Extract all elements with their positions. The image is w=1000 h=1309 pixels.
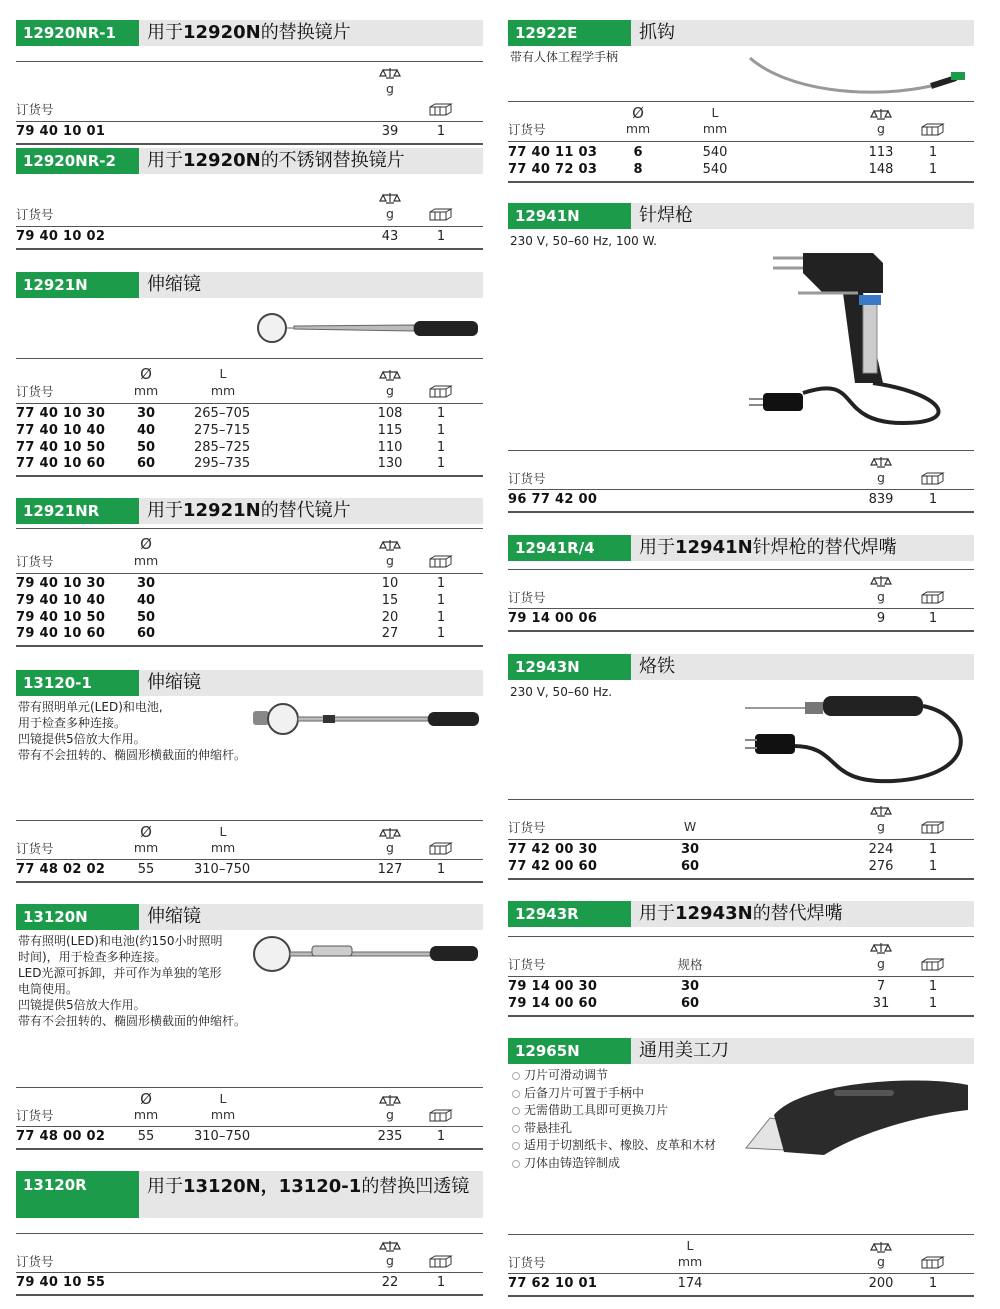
pack-qty: 1: [436, 1275, 446, 1290]
section-12921N: [16, 272, 483, 482]
weight: 20: [381, 610, 399, 625]
col-len: L: [219, 366, 227, 381]
order-number: 77 40 11 03: [508, 145, 598, 160]
list-item: 刀片可滑动调节: [510, 1067, 716, 1085]
product-code: 12921N: [16, 272, 139, 298]
pack-qty: 1: [436, 229, 446, 244]
length: 285–725: [194, 440, 251, 455]
diameter: 30: [136, 406, 156, 421]
pack-qty: 1: [436, 440, 446, 455]
weight: 276: [868, 859, 894, 874]
col-spec: 规格: [677, 957, 703, 972]
col-order-no: 订货号: [508, 1255, 546, 1270]
col-len-unit: mm: [702, 121, 728, 136]
col-len: L: [711, 105, 719, 120]
pack-qty: 1: [436, 423, 446, 438]
order-number: 77 40 72 03: [508, 162, 598, 177]
pack-qty: 1: [436, 593, 446, 608]
diameter: 60: [136, 456, 156, 471]
pack-qty: 1: [928, 611, 938, 626]
col-dia-unit: mm: [625, 121, 651, 136]
col-g: g: [877, 956, 885, 971]
order-number: 77 48 00 02: [16, 1129, 106, 1144]
diameter: 50: [136, 440, 156, 455]
section-title: 用于12943N的替代焊嘴: [639, 903, 843, 924]
scale-icon: [870, 805, 892, 818]
col-len: L: [219, 1091, 227, 1106]
length: 310–750: [194, 1129, 251, 1144]
diameter: 60: [136, 626, 156, 641]
col-order-no: 订货号: [16, 841, 54, 856]
col-g: g: [877, 1254, 885, 1269]
scale-icon: [379, 67, 401, 80]
order-number: 77 40 10 50: [16, 440, 106, 455]
col-order-no: 订货号: [508, 820, 546, 835]
col-dia-unit: mm: [133, 840, 159, 855]
col-g: g: [386, 553, 394, 568]
list-item: 无需借助工具即可更换刀片: [510, 1102, 716, 1120]
product-code: 12943R: [508, 901, 631, 927]
col-dia-unit: mm: [133, 553, 159, 568]
scale-icon: [870, 456, 892, 469]
led-telescopic-mirror-image: [253, 701, 481, 737]
order-number: 79 40 10 30: [16, 576, 106, 591]
pack-qty: 1: [928, 162, 938, 177]
scale-icon: [379, 539, 401, 552]
pack-qty: 1: [436, 862, 446, 877]
section-12922E: [508, 20, 974, 185]
section-12943N: [508, 654, 974, 884]
order-number: 79 14 00 30: [508, 979, 598, 994]
length: 310–750: [194, 862, 251, 877]
pack-qty: 1: [928, 492, 938, 507]
weight: 15: [381, 593, 399, 608]
diameter: 8: [633, 162, 643, 177]
col-g: g: [877, 470, 885, 485]
col-g: g: [386, 840, 394, 855]
scale-icon: [870, 942, 892, 955]
scale-icon: [379, 1240, 401, 1253]
col-dia: Ø: [140, 823, 152, 841]
weight: 113: [868, 145, 894, 160]
col-g: g: [386, 1107, 394, 1122]
col-dia: Ø: [140, 535, 152, 553]
scale-icon: [379, 827, 401, 840]
order-number: 79 40 10 01: [16, 124, 106, 139]
diameter: 55: [137, 862, 155, 877]
col-order-no: 订货号: [16, 207, 54, 222]
weight: 110: [377, 440, 403, 455]
package-icon: [429, 1255, 453, 1268]
scale-icon: [379, 369, 401, 382]
scale-icon: [870, 575, 892, 588]
section-13120N: [16, 904, 483, 1154]
product-code: 12921NR: [16, 498, 139, 524]
spec: 60: [680, 996, 700, 1011]
scale-icon: [870, 1241, 892, 1254]
weight: 108: [377, 406, 403, 421]
weight: 9: [876, 611, 886, 626]
weight: 130: [377, 456, 403, 471]
pack-qty: 1: [436, 626, 446, 641]
section-title: 用于13120N，13120-1的替换凹透镜: [147, 1176, 470, 1197]
weight: 39: [381, 124, 399, 139]
length: 540: [702, 162, 728, 177]
spec: 30: [680, 979, 700, 994]
weight: 43: [381, 229, 399, 244]
diameter: 50: [136, 610, 156, 625]
col-g: g: [386, 383, 394, 398]
product-code: 12920NR-1: [16, 20, 139, 46]
order-number: 77 40 10 60: [16, 456, 106, 471]
weight: 7: [876, 979, 886, 994]
description: 带有照明单元(LED)和电池, 用于检查多种连接。 凹镜提供5倍放大作用。 带有不会扭转的、椭圆形横截面的伸缩杆。: [18, 700, 247, 762]
package-icon: [429, 385, 453, 398]
pack-qty: 1: [928, 145, 938, 160]
length: 265–705: [194, 406, 251, 421]
scale-icon: [379, 1094, 401, 1107]
col-order-no: 订货号: [16, 1108, 54, 1123]
order-number: 79 40 10 55: [16, 1275, 106, 1290]
pack-qty: 1: [928, 996, 938, 1011]
package-icon: [921, 821, 945, 834]
feature-list: [510, 1067, 716, 1172]
diameter: 30: [136, 576, 156, 591]
section-13120-1: [16, 670, 483, 885]
pack-qty: 1: [928, 859, 938, 874]
pack-qty: 1: [928, 842, 938, 857]
col-g: g: [386, 1253, 394, 1268]
description: 带有照明(LED)和电池(约150小时照明 时间)，用于检查多种连接。 LED光源可拆卸，并可作为单独的笔形 电筒使用。 凹镜提供5倍放大作用。 带有不会扭转的、椭圆形横截面的伸缩杆。: [18, 934, 247, 1028]
product-code: 12941N: [508, 203, 631, 229]
diameter: 6: [633, 145, 643, 160]
pickup-tool-image: [746, 50, 974, 100]
pack-qty: 1: [928, 1276, 938, 1291]
order-number: 79 14 00 60: [508, 996, 598, 1011]
section-title: 通用美工刀: [639, 1040, 729, 1061]
diameter: 55: [137, 1129, 155, 1144]
section-title: 伸缩镜: [147, 672, 201, 693]
utility-knife-image: [744, 1070, 972, 1165]
pack-qty: 1: [928, 979, 938, 994]
section-12943R: [508, 901, 974, 1021]
order-number: 79 40 10 50: [16, 610, 106, 625]
col-dia: Ø: [140, 1090, 152, 1108]
package-icon: [429, 555, 453, 568]
diameter: 40: [136, 593, 156, 608]
weight: 10: [381, 576, 399, 591]
scale-icon: [870, 108, 892, 121]
weight: 127: [377, 862, 403, 877]
wattage: 60: [680, 859, 700, 874]
soldering-gun-image: [743, 233, 973, 433]
section-title: 用于12921N的替代镜片: [147, 500, 351, 521]
col-order-no: 订货号: [16, 554, 54, 569]
col-order-no: 订货号: [508, 471, 546, 486]
col-order-no: 订货号: [508, 122, 546, 137]
section-12920NR-2: [16, 148, 483, 258]
section-title: 伸缩镜: [147, 906, 201, 927]
product-code: 13120R: [16, 1171, 139, 1218]
section-12921NR: [16, 498, 483, 648]
col-g: g: [386, 206, 394, 221]
package-icon: [921, 591, 945, 604]
col-dia: Ø: [632, 104, 644, 122]
package-icon: [429, 208, 453, 221]
col-len-unit: mm: [210, 1107, 236, 1122]
section-12920NR-1: [16, 20, 483, 139]
list-item: 带悬挂孔: [510, 1120, 716, 1138]
section-12941N: [508, 203, 974, 515]
col-order-no: 订货号: [16, 1254, 54, 1269]
order-number: 77 48 02 02: [16, 862, 106, 877]
pack-qty: 1: [436, 124, 446, 139]
order-number: 79 40 10 40: [16, 593, 106, 608]
col-len-unit: mm: [210, 840, 236, 855]
product-code: 12922E: [508, 20, 631, 46]
package-icon: [921, 472, 945, 485]
col-dia-unit: mm: [133, 383, 159, 398]
col-order-no: 订货号: [508, 590, 546, 605]
col-g: g: [386, 81, 394, 96]
weight: 839: [868, 492, 894, 507]
pack-qty: 1: [436, 456, 446, 471]
weight: 31: [872, 996, 890, 1011]
section-title: 用于12941N针焊枪的替代焊嘴: [639, 537, 897, 558]
order-number: 79 40 10 02: [16, 229, 106, 244]
order-number: 77 40 10 40: [16, 423, 106, 438]
section-title: 用于12920N的替换镜片: [147, 22, 351, 43]
col-g: g: [877, 589, 885, 604]
product-code: 12920NR-2: [16, 148, 139, 174]
section-title: 用于12920N的不锈钢替换镜片: [147, 150, 405, 171]
description: 230 V, 50–60 Hz.: [510, 685, 613, 699]
pack-qty: 1: [436, 1129, 446, 1144]
order-number: 77 40 10 30: [16, 406, 106, 421]
col-len-unit: mm: [677, 1254, 703, 1269]
product-code: 12965N: [508, 1038, 631, 1064]
product-code: 13120-1: [16, 670, 139, 696]
col-order-no: 订货号: [16, 102, 54, 117]
order-number: 77 62 10 01: [508, 1276, 598, 1291]
section-12941R-4: [508, 535, 974, 635]
list-item: 适用于切割纸卡、橡胶、皮革和木材: [510, 1137, 716, 1155]
col-order-no: 订货号: [16, 384, 54, 399]
section-13120R: [16, 1171, 483, 1306]
list-item: 后备刀片可置于手柄中: [510, 1085, 716, 1103]
col-g: g: [877, 819, 885, 834]
length: 275–715: [194, 423, 251, 438]
col-len: L: [219, 824, 227, 839]
weight: 224: [868, 842, 894, 857]
length: 174: [677, 1276, 703, 1291]
description: 带有人体工程学手柄: [510, 50, 619, 64]
length: 295–735: [194, 456, 251, 471]
col-dia-unit: mm: [133, 1107, 159, 1122]
col-w: W: [683, 819, 697, 834]
col-len-unit: mm: [210, 383, 236, 398]
list-item: 刀体由铸造锌制成: [510, 1155, 716, 1173]
pack-qty: 1: [436, 576, 446, 591]
order-number: 77 42 00 60: [508, 859, 598, 874]
section-title: 伸缩镜: [147, 274, 201, 295]
scale-icon: [379, 192, 401, 205]
weight: 27: [381, 626, 399, 641]
telescopic-mirror-image: [256, 312, 481, 344]
weight: 115: [377, 423, 403, 438]
section-title: 抓钩: [639, 22, 675, 43]
package-icon: [921, 1256, 945, 1269]
diameter: 40: [136, 423, 156, 438]
order-number: 79 40 10 60: [16, 626, 106, 641]
weight: 22: [381, 1275, 399, 1290]
product-code: 12943N: [508, 654, 631, 680]
weight: 200: [868, 1276, 894, 1291]
soldering-iron-image: [743, 686, 973, 791]
weight: 148: [868, 162, 894, 177]
package-icon: [921, 123, 945, 136]
pack-qty: 1: [436, 406, 446, 421]
package-icon: [921, 958, 945, 971]
package-icon: [429, 842, 453, 855]
package-icon: [429, 1109, 453, 1122]
product-code: 13120N: [16, 904, 139, 930]
package-icon: [429, 103, 453, 116]
col-order-no: 订货号: [508, 957, 546, 972]
pack-qty: 1: [436, 610, 446, 625]
wattage: 30: [680, 842, 700, 857]
col-len: L: [686, 1238, 694, 1253]
order-number: 96 77 42 00: [508, 492, 598, 507]
col-dia: Ø: [140, 365, 152, 383]
section-title: 针焊枪: [639, 205, 693, 226]
led-telescopic-mirror-image: [252, 934, 482, 974]
col-g: g: [877, 121, 885, 136]
length: 540: [702, 145, 728, 160]
weight: 235: [377, 1129, 403, 1144]
order-number: 77 42 00 30: [508, 842, 598, 857]
section-12965N: [508, 1038, 974, 1306]
order-number: 79 14 00 06: [508, 611, 598, 626]
section-title: 烙铁: [639, 656, 675, 677]
product-code: 12941R/4: [508, 535, 631, 561]
description: 230 V, 50–60 Hz, 100 W.: [510, 234, 657, 248]
